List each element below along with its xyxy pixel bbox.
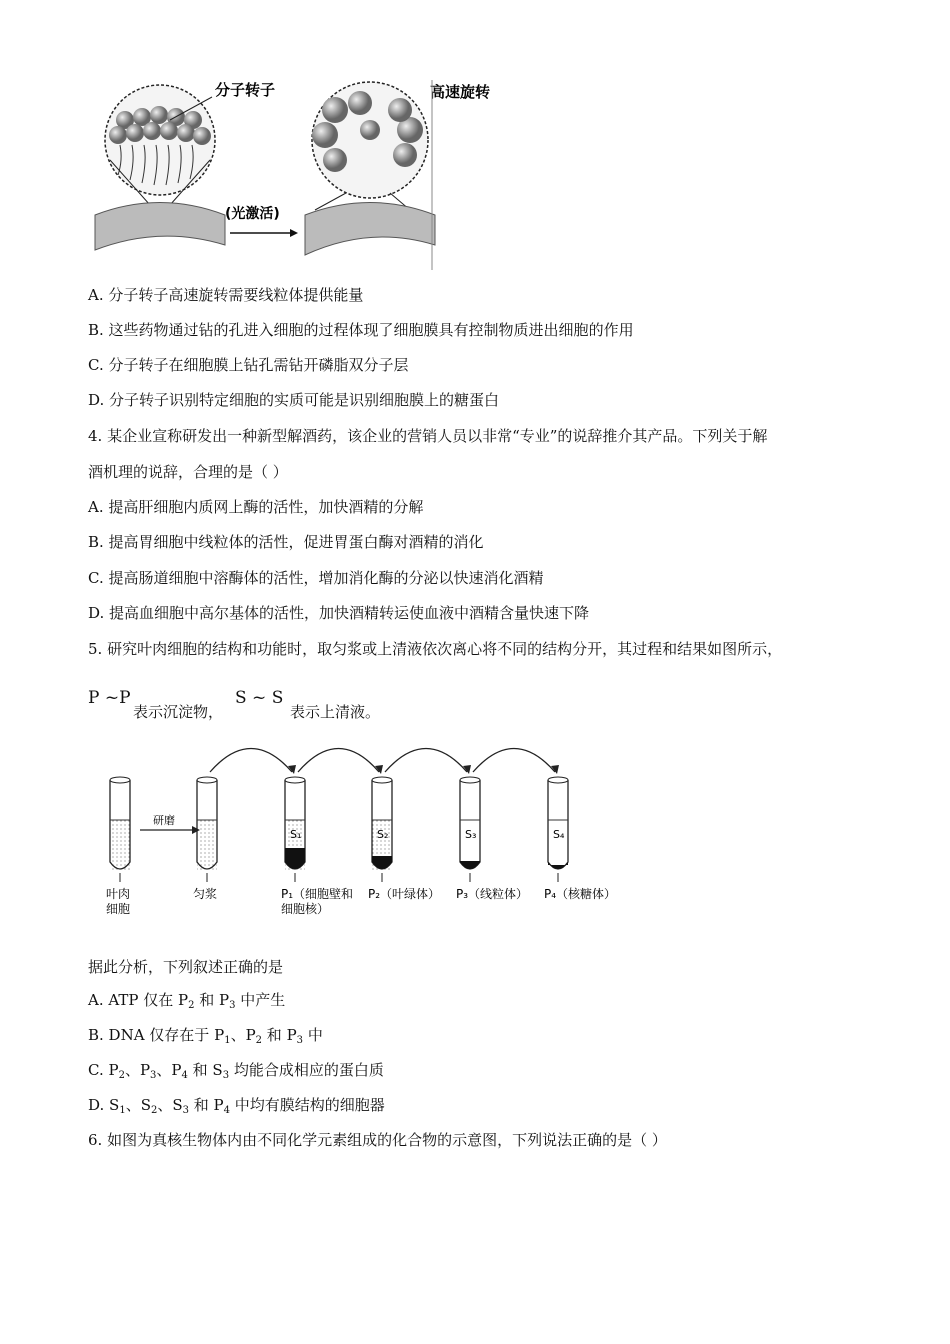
option-text: 、P [124, 1061, 151, 1079]
tube-label: P₁（细胞壁和细胞核） [281, 887, 354, 916]
option-text: 中均有膜结构的细胞器 [230, 1096, 385, 1114]
subscript: 2 [150, 1105, 158, 1116]
question-5-option [88, 1025, 323, 1051]
grind-label: 研磨 [153, 814, 175, 827]
option-text: 、S [125, 1096, 151, 1114]
question-5-option [88, 990, 285, 1016]
question-3-option: A. 分子转子高速旋转需要线粒体提供能量 [88, 286, 364, 304]
option-text: 、P [156, 1061, 182, 1079]
transfer-arrow [210, 749, 292, 773]
supernatant-label: S₂ [377, 828, 389, 841]
subscript: 4 [181, 1070, 188, 1081]
tube-label: P₂（叶绿体） [368, 887, 441, 901]
question-6-stem: 6. 如图为真核生物体内由不同化学元素组成的化合物的示意图，下列说法正确的是（ ） [88, 1131, 667, 1149]
option-text: A. ATP 仅在 P [88, 991, 189, 1009]
molecular-rotor-figure [90, 75, 491, 275]
subscript: 2 [255, 1035, 263, 1046]
question-4-stem-line2: 酒机理的说辞，合理的是（ ） [88, 463, 288, 481]
subscript: 1 [119, 1105, 126, 1116]
subscript: 3 [229, 1000, 236, 1011]
question-3-option: C. 分子转子在细胞膜上钻孔需钻开磷脂双分子层 [88, 356, 409, 374]
p-description: 表示沉淀物， [133, 703, 224, 721]
p-range: P ~P [88, 688, 131, 708]
supernatant-label: S₁ [290, 828, 302, 841]
option-text: 中 [303, 1026, 323, 1044]
question-5-option [88, 1060, 384, 1086]
option-text: B. DNA 仅存在于 P [88, 1026, 225, 1044]
option-text: C. P [88, 1061, 119, 1079]
centrifugation-diagram [100, 740, 620, 925]
subscript: 3 [150, 1070, 157, 1081]
s-description: 表示上清液。 [290, 703, 381, 721]
option-text: 和 P [189, 1096, 224, 1114]
question-4-option: C. 提高肠道细胞中溶酶体的活性，增加消化酶的分泌以快速消化酒精 [88, 569, 544, 587]
option-text: 均能合成相应的蛋白质 [229, 1061, 384, 1079]
option-text: 和 P [262, 1026, 297, 1044]
label-light-activation: (光激活) [225, 206, 280, 222]
transfer-arrow [298, 749, 379, 773]
tube-label: P₄（核糖体） [544, 887, 617, 901]
question-3-option: D. 分子转子识别特定细胞的实质可能是识别细胞膜上的糖蛋白 [88, 391, 500, 409]
option-text: 、P [230, 1026, 256, 1044]
question-4-option: B. 提高胃细胞中线粒体的活性，促进胃蛋白酶对酒精的消化 [88, 533, 484, 551]
label-molecular-rotor: 分子转子 [215, 81, 276, 99]
transfer-arrow [385, 749, 467, 773]
tube-label: 匀浆 [193, 887, 218, 901]
question-3-option: B. 这些药物通过钻的孔进入细胞的过程体现了细胞膜具有控制物质进出细胞的作用 [88, 321, 634, 339]
test-tube [110, 777, 130, 882]
option-text: 和 P [194, 991, 230, 1009]
subscript: 3 [182, 1105, 189, 1116]
question-4-option: A. 提高肝细胞内质网上酶的活性，加快酒精的分解 [88, 498, 424, 516]
subscript: 3 [296, 1035, 304, 1046]
option-text: 和 S [187, 1061, 223, 1079]
question-5-stem-line1: 5. 研究叶肉细胞的结构和功能时，取匀浆或上清液依次离心将不同的结构分开，其过程和结果如图所示， [88, 640, 783, 658]
subscript: 1 [224, 1035, 231, 1046]
supernatant-label: S₃ [465, 828, 477, 841]
tube-label: 叶肉细胞 [106, 887, 131, 916]
question-4-option: D. 提高血细胞中高尔基体的活性，加快酒精转运使血液中酒精含量快速下降 [88, 604, 590, 622]
question-4-stem-line1: 4. 某企业宣称研发出一种新型解酒药，该企业的营销人员以非常“专业”的说辞推介其产品。下列关于解 [88, 427, 768, 445]
subscript: 4 [223, 1105, 231, 1116]
label-high-speed-rotation: 高速旋转 [430, 83, 491, 101]
s-range: S ~ S [235, 688, 284, 708]
question-5-analysis: 据此分析，下列叙述正确的是 [88, 958, 284, 976]
option-text: 中产生 [235, 991, 286, 1009]
subscript: 2 [188, 1000, 195, 1011]
option-text: D. S [88, 1096, 120, 1114]
transfer-arrow [473, 749, 555, 773]
tube-label: P₃（线粒体） [456, 887, 529, 901]
option-text: 、S [157, 1096, 183, 1114]
test-tube [197, 777, 217, 882]
supernatant-label: S₄ [553, 828, 565, 841]
subscript: 3 [222, 1070, 230, 1081]
question-5-option [88, 1095, 385, 1121]
subscript: 2 [118, 1070, 125, 1081]
